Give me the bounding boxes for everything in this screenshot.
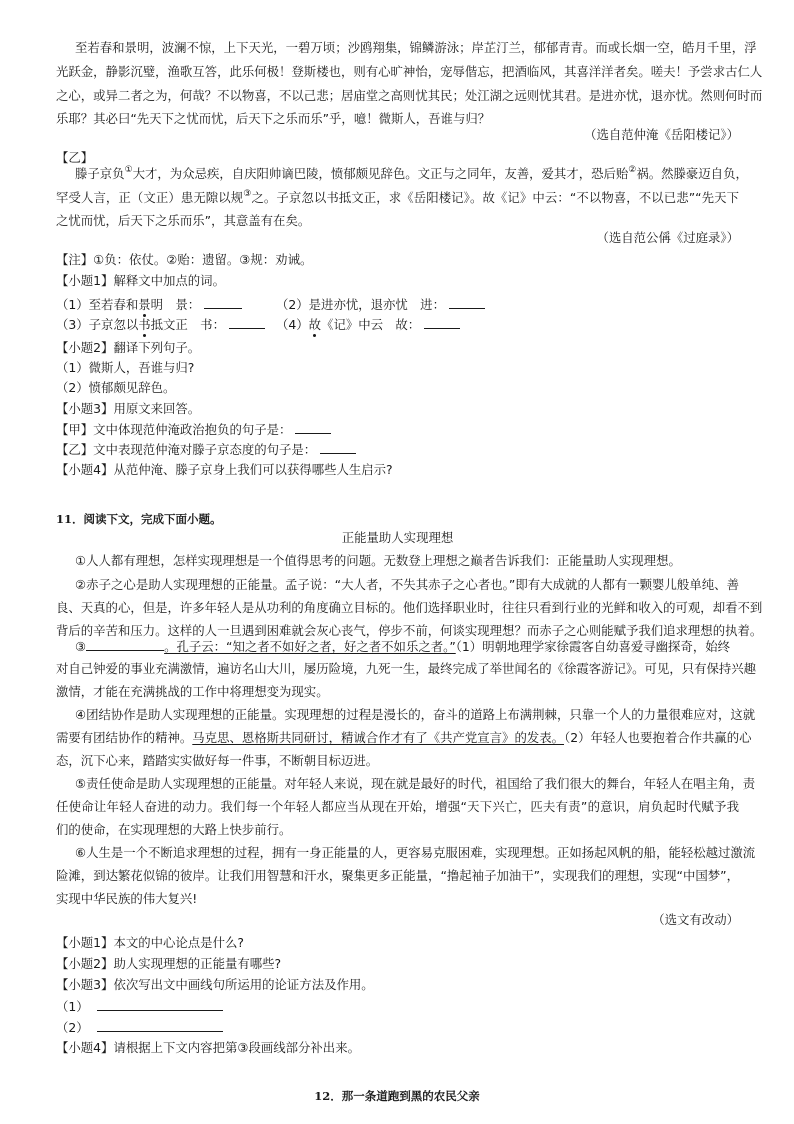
answer-blank[interactable] bbox=[229, 316, 265, 329]
q11-4: 【小题4】请根据上下文内容把第③段画线部分补出来。 bbox=[56, 1040, 360, 1055]
para-2-line-3: 背后的辛苦和压力。这样的人一旦遇到困难就会灰心丧气，停步不前，何谈实现理想？而赤子之心则能赋予我们追求理想的执着。 bbox=[56, 623, 763, 638]
para-4-line-3: 态，沉下心来，踏踏实实做好每一件事，不断朝目标迈进。 bbox=[56, 753, 379, 768]
passage-b-label: 【乙】 bbox=[56, 150, 94, 165]
q10-3: 【小题3】用原文来回答。 bbox=[56, 401, 201, 416]
underlined-sentence: 。孔子云：“知之者不如好之者，好之者不如乐之者。” bbox=[164, 639, 456, 654]
emphasis-dot-word: 故 bbox=[308, 317, 322, 332]
para-5-line-2: 任使命让年轻人奋进的动力。我们每一个年轻人都应当从现在开始，增强“天下兴亡，匹夫有责”的意识，肩负起时代赋予我 bbox=[56, 799, 739, 814]
q10-2-item-1: （1）微斯人，吾谁与归? bbox=[56, 360, 195, 375]
passage-a-line-4: 乐耶？其必曰“先天下之忧而忧，后天下之乐而乐”乎，噫！微斯人，吾谁与归？ bbox=[56, 111, 491, 126]
footnote-2-marker: ② bbox=[628, 164, 637, 175]
q11-3: 【小题3】依次写出文中画线句所运用的论证方法及作用。 bbox=[56, 977, 374, 992]
passage-a-source: （选自范仲淹《岳阳楼记》） bbox=[584, 127, 739, 142]
para-5-line-1: ⑤责任使命是助人实现理想的正能量。对年轻人来说，现在就是最好的时代，祖国给了我们很大的舞台，年轻人在唱主角，责 bbox=[75, 776, 756, 791]
q10-1-item-3: （3）子京忽以书抵文正 书： bbox=[56, 316, 265, 333]
para-5-line-3: 们的使命，在实现理想的大路上快步前行。 bbox=[56, 822, 292, 837]
answer-blank[interactable] bbox=[449, 296, 485, 309]
para-3-line-3: 激情，才能在充满挑战的工作中将理想变为现实。 bbox=[56, 684, 329, 699]
section-11-heading: 11．阅读下文，完成下面小题。 bbox=[56, 512, 222, 526]
q10-3-a: 【甲】文中体现范仲淹政治抱负的句子是： bbox=[56, 421, 331, 438]
q10-2-item-2: （2）愤郁颇见辞色。 bbox=[56, 380, 176, 395]
passage-a-line-2: 光跃金，静影沉璧，渔歌互答，此乐何极！登斯楼也，则有心旷神怡，宠辱偕忘，把酒临风，其喜洋洋者矣。嗟夫！予尝求古仁人 bbox=[56, 64, 763, 79]
passage-b-line-2: 罕受人言，正（文正）患无隙以规③之。子京忽以书抵文正，求《岳阳楼记》。故《记》中云：“不以物喜，不以已悲”“先天下 bbox=[56, 188, 739, 205]
answer-blank[interactable] bbox=[204, 296, 242, 309]
answer-blank[interactable] bbox=[424, 316, 460, 329]
para-3-line-1: ③ 。孔子云：“知之者不如好之者，好之者不如乐之者。”（1）明朝地理学家徐霞客自幼喜爱寻幽探奇，始终 bbox=[75, 639, 731, 654]
q11-3-answer-2: （2） bbox=[56, 1019, 223, 1036]
q11-1: 【小题1】本文的中心论点是什么? bbox=[56, 935, 244, 950]
para-3-line-2: 对自己钟爱的事业充满激情，遍访名山大川，屡历险境，九死一生，最终完成了举世闻名的《徐霞客游记》。可见，只有保持兴趣 bbox=[56, 661, 757, 676]
article-source: （选文有改动） bbox=[652, 912, 739, 927]
article-title: 正能量助人实现理想 bbox=[341, 530, 454, 545]
q10-1-item-2: （2）是进亦忧，退亦忧 进： bbox=[276, 296, 485, 313]
footnote-1-marker: ① bbox=[124, 164, 133, 175]
para-1: ①人人都有理想，怎样实现理想是一个值得思考的问题。无数登上理想之巅者告诉我们：正能量助人实现理想。 bbox=[75, 553, 681, 568]
passage-a-line-3: 之心，或异二者之为，何哉？不以物喜，不以己悲；居庙堂之高则忧其民；处江湖之远则忧其君。是进亦忧，退亦忧。然则何时而 bbox=[56, 88, 763, 103]
emphasis-dot-word: 书 bbox=[138, 317, 151, 332]
para-6-line-3: 实现中华民族的伟大复兴! bbox=[56, 891, 198, 906]
q10-1-item-1: （1）至若春和景明 景： bbox=[56, 296, 242, 313]
para-2-line-2: 良、天真的心，但是，许多年轻人是从功利的角度确立目标的。他们选择职业时，往往只看到行业的光鲜和收入的可观，却看不到 bbox=[56, 600, 763, 615]
underlined-sentence: 马克思、恩格斯共同研讨，精诚合作才有了《共产党宣言》的发表。 bbox=[192, 730, 565, 745]
passage-b-note: 【注】①负：依仗。②贻：遗留。③规：劝诫。 bbox=[56, 252, 313, 267]
passage-b-line-3: 之忧而忧，后天下之乐而乐”，其意盖有在矣。 bbox=[56, 213, 311, 228]
q10-1: 【小题1】解释文中加点的词。 bbox=[56, 273, 225, 288]
answer-blank[interactable] bbox=[86, 638, 164, 651]
section-12-heading: 12．那一条道跑到黑的农民父亲 bbox=[314, 1089, 480, 1103]
para-2-line-1: ②赤子之心是助人实现理想的正能量。孟子说：“大人者，不失其赤子之心者也。”即有大成就的人都有一颗婴儿般单纯、善 bbox=[75, 577, 739, 592]
passage-b-line-1: 滕子京负①大才，为众忌疾，自庆阳帅谪巴陵，愤郁颇见辞色。文正与之同年，友善，爱其才，恐后贻②祸。然滕豪迈自负， bbox=[75, 164, 748, 181]
answer-blank[interactable] bbox=[295, 421, 331, 434]
passage-b-source: （选自范公偁《过庭录》） bbox=[596, 230, 739, 245]
q10-3-b: 【乙】文中表现范仲淹对滕子京态度的句子是： bbox=[56, 441, 356, 458]
para-4-line-1: ④团结协作是助人实现理想的正能量。实现理想的过程是漫长的，奋斗的道路上布满荆棘，只靠一个人的力量很难应对，这就 bbox=[75, 707, 756, 722]
q10-2: 【小题2】翻译下列句子。 bbox=[56, 340, 201, 355]
para-6-line-2: 险滩，到达繁花似锦的彼岸。让我们用智慧和汗水，聚集更多正能量，“撸起袖子加油干”，实现我们的理想，实现“中国梦”， bbox=[56, 868, 739, 883]
para-4-line-2: 需要有团结协作的精神。马克思、恩格斯共同研讨，精诚合作才有了《共产党宣言》的发表。（2）年轻人也要抱着合作共赢的心 bbox=[56, 730, 752, 745]
footnote-3-marker: ③ bbox=[243, 188, 252, 199]
q10-4: 【小题4】从范仲淹、滕子京身上我们可以获得哪些人生启示? bbox=[56, 462, 393, 477]
q11-2: 【小题2】助人实现理想的正能量有哪些? bbox=[56, 956, 282, 971]
emphasis-dot-word: 景 bbox=[138, 297, 151, 312]
answer-blank[interactable] bbox=[97, 1019, 223, 1032]
q11-3-answer-1: （1） bbox=[56, 998, 223, 1015]
answer-blank[interactable] bbox=[320, 441, 356, 454]
para-6-line-1: ⑥人生是一个不断追求理想的过程，拥有一身正能量的人，更容易克服困难，实现理想。正如扬起风帆的船，能轻松越过激流 bbox=[75, 845, 756, 860]
answer-blank[interactable] bbox=[97, 998, 223, 1011]
q10-1-item-4: （4）故《记》中云 故： bbox=[276, 316, 460, 333]
passage-a-line-1: 至若春和景明，波澜不惊，上下天光，一碧万顷；沙鸥翔集，锦鳞游泳；岸芷汀兰，郁郁青青。而或长烟一空，皓月千里，浮 bbox=[75, 40, 757, 55]
